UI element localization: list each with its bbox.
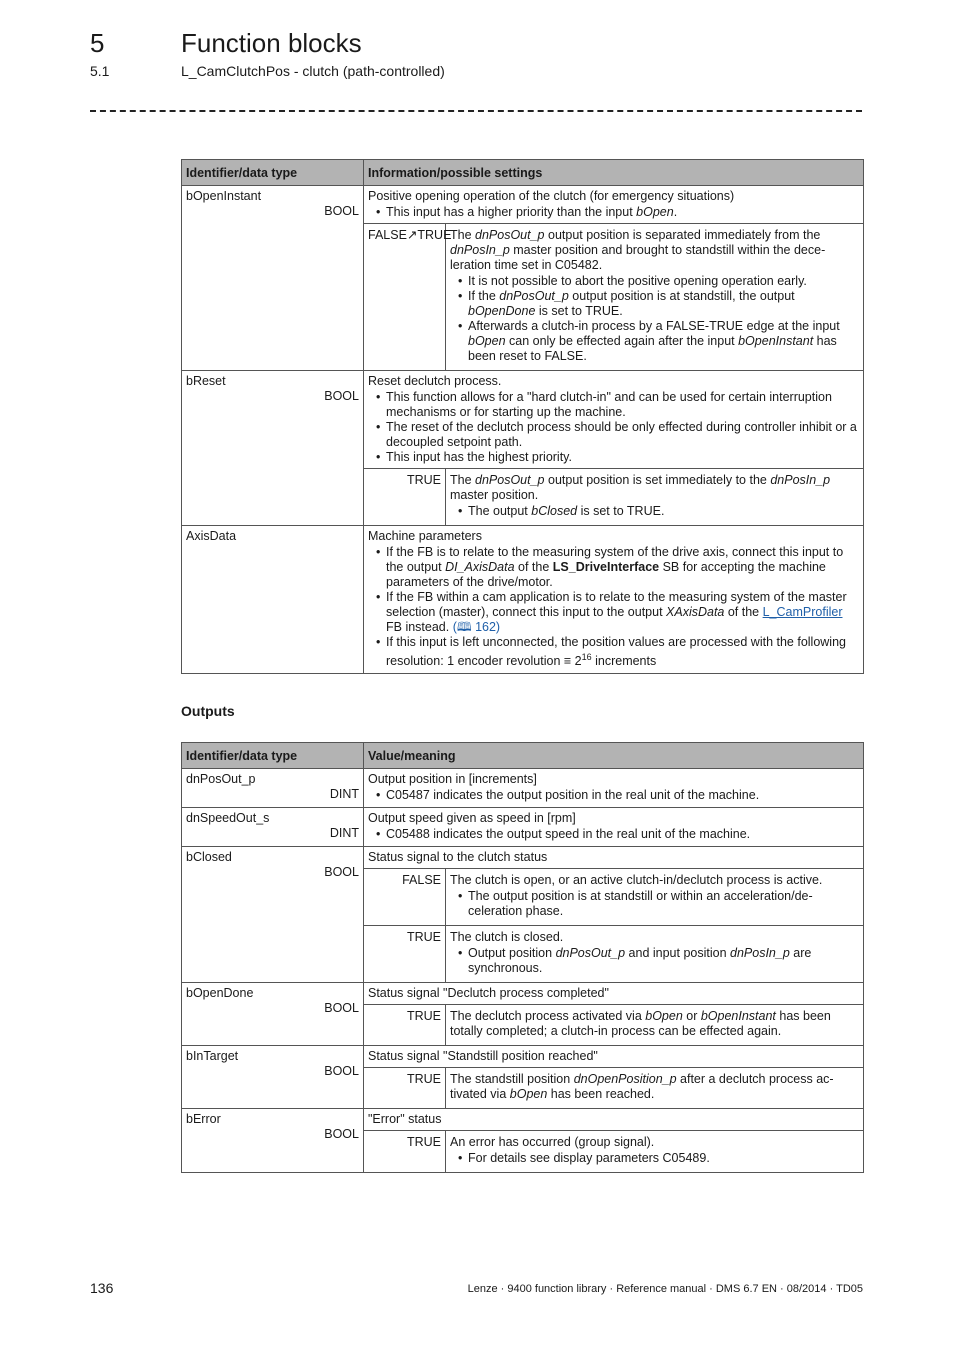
condition-value: The clutch is open, or an active clutch-in/declutch process is active. • The output position is at standstill or within an acceleration/deceleration phase. <box>446 869 863 925</box>
table-row <box>182 983 864 1046</box>
condition-value: The dnPosOut_p output position is separated immediately from the dnPosIn_p master position and brought to standstill within the deceleration time set in C05482. • It is not possible to abort the positive opening operation early. • If the dnPosOut_p output position is at standstill, the output bOpenDone is set to TRUE. • Afterwards a clutch-in process by a FALSE-TRUE edge at the input bOpen can only be effected again after the input bOpenInstant has been reset to FALSE. <box>446 224 863 370</box>
table-row <box>182 808 864 847</box>
list-item: • The reset of the declutch process should be only effected during controller inhibit or a decoupled setpoint path. <box>386 420 859 450</box>
table-header-row <box>182 160 864 186</box>
data-type: BOOL <box>324 865 359 879</box>
identifier: bInTarget <box>186 1049 239 1063</box>
info-cell <box>364 186 864 371</box>
description-text: Reset declutch process. <box>368 374 502 388</box>
data-type: BOOL <box>324 1127 359 1141</box>
table-header-row <box>182 743 864 769</box>
identifier: bOpenDone <box>186 986 254 1000</box>
bullet-list <box>368 788 859 803</box>
condition-label: TRUE <box>364 926 446 982</box>
chapter-number: 5 <box>90 28 105 58</box>
info-cell <box>364 1046 864 1109</box>
identifier-cell <box>182 769 364 808</box>
table-row <box>182 1046 864 1109</box>
condition-row <box>364 468 863 525</box>
condition-value: The dnPosOut_p output position is set immediately to the dnPosIn_p master position. • The output bClosed is set to TRUE. <box>446 469 863 525</box>
column-header: Information/possible settings <box>364 160 864 186</box>
list-item: • If the dnPosOut_p output position is at standstill, the output bOpenDone is set to TRUE. <box>468 289 859 319</box>
condition-value: An error has occurred (group signal). • For details see display parameters C05489. <box>446 1131 863 1172</box>
description-text: Status signal to the clutch status <box>368 850 548 864</box>
identifier-cell <box>182 983 364 1046</box>
list-item: • C05488 indicates the output speed in the real unit of the machine. <box>386 827 859 842</box>
table-row <box>182 186 864 371</box>
list-item: • The output position is at standstill or within an acceleration/deceleration phase. <box>468 889 859 919</box>
data-type: BOOL <box>324 1064 359 1078</box>
description-text: Output speed given as speed in [rpm] <box>368 811 576 825</box>
description-text: Status signal "Standstill position reached" <box>368 1049 598 1063</box>
identifier-cell <box>182 1109 364 1173</box>
description <box>364 371 863 468</box>
table-row <box>182 1109 864 1173</box>
condition-label: FALSE↗TRUE <box>364 224 446 370</box>
identifier: bClosed <box>186 850 232 864</box>
condition-value: The standstill position dnOpenPosition_p after a declutch process activated via bOpen has been reached. <box>450 1072 834 1101</box>
condition-label: TRUE <box>364 1068 446 1108</box>
description-text: Output position in [increments] <box>368 772 537 786</box>
condition-value: The clutch is closed. • Output position dnPosOut_p and input position dnPosIn_p are synchronous. <box>446 926 863 982</box>
condition-row <box>364 223 863 370</box>
l-camprofiler-link[interactable]: L_CamProfiler <box>762 605 843 619</box>
info-cell <box>364 808 864 847</box>
identifier-cell <box>182 526 364 674</box>
column-header: Value/meaning <box>364 743 864 769</box>
bullet-list <box>450 274 859 364</box>
list-item: • This input has a higher priority than the input bOpen. <box>386 205 859 220</box>
condition-row <box>364 1067 863 1108</box>
list-item: • This function allows for a "hard clutch-in" and can be used for certain interruption mechanisms or for starting up the machine. <box>386 390 859 420</box>
identifier: AxisData <box>186 529 237 543</box>
identifier-cell <box>182 186 364 371</box>
inputs-table <box>181 159 864 674</box>
identifier: dnPosOut_p <box>186 772 256 786</box>
data-type: DINT <box>329 826 359 840</box>
data-type: BOOL <box>324 204 359 218</box>
description-text: Machine parameters <box>368 529 482 543</box>
header-divider <box>90 110 862 112</box>
condition-label: FALSE <box>364 869 446 925</box>
bullet-list <box>450 889 859 919</box>
table-row <box>182 769 864 808</box>
list-item: • If this input is left unconnected, the position values are processed with the following resolution: 1 encoder revolution ≡ $2^{16}$ increments <box>386 635 859 669</box>
identifier: bError <box>186 1112 221 1126</box>
identifier-cell <box>182 371 364 526</box>
list-item: • It is not possible to abort the positive opening operation early. <box>468 274 859 289</box>
column-header: Identifier/data type <box>182 743 364 769</box>
condition-label: TRUE <box>364 469 446 525</box>
condition-value: The declutch process activated via bOpen or bOpenInstant has been totally completed; a clutch-in process can be effected again. <box>450 1009 831 1038</box>
description <box>364 186 863 223</box>
condition-row <box>364 1004 863 1045</box>
list-item: • If the FB is to relate to the measuring system of the drive axis, connect this input to the output DI_AxisData of the LS_DriveInterface SB for accepting the machine parameters of the drive/motor. <box>386 545 859 590</box>
list-item: • C05487 indicates the output position in the real unit of the machine. <box>386 788 859 803</box>
description-text: Status signal "Declutch process completed" <box>368 986 609 1000</box>
info-cell <box>364 769 864 808</box>
condition-label: TRUE <box>364 1005 446 1045</box>
description-text: "Error" status <box>368 1112 442 1126</box>
info-cell <box>364 526 864 674</box>
section-title: L_CamClutchPos - clutch (path-controlled) <box>181 63 445 79</box>
info-cell <box>364 1109 864 1173</box>
table-row <box>182 371 864 526</box>
outputs-heading: Outputs <box>181 703 235 719</box>
list-item: • Afterwards a clutch-in process by a FALSE-TRUE edge at the input bOpen can only be effected again after the input bOpenInstant has been reset to FALSE. <box>468 319 859 364</box>
bullet-list <box>450 1151 859 1166</box>
info-cell <box>364 847 864 983</box>
data-type: BOOL <box>324 1001 359 1015</box>
bullet-list <box>450 504 859 519</box>
identifier: bReset <box>186 374 226 388</box>
identifier-cell <box>182 1046 364 1109</box>
table-row <box>182 847 864 983</box>
section-number: 5.1 <box>90 63 110 79</box>
bullet-list <box>368 390 859 465</box>
identifier: dnSpeedOut_s <box>186 811 270 825</box>
bullet-list <box>450 946 859 976</box>
info-cell <box>364 983 864 1046</box>
page-reference-link[interactable]: (🕮 162) <box>452 620 501 634</box>
identifier: bOpenInstant <box>186 189 262 203</box>
bullet-list <box>368 827 859 842</box>
condition-row <box>364 868 863 925</box>
chapter-title: Function blocks <box>181 28 362 58</box>
list-item: • For details see display parameters C05489. <box>468 1151 859 1166</box>
bullet-list <box>368 545 859 669</box>
info-cell <box>364 371 864 526</box>
list-item: • This input has the highest priority. <box>386 450 859 465</box>
list-item: • If the FB within a cam application is to relate to the measuring system of the master selection (master), connect this input to the output XAxisData of the L_CamProfiler FB instead. (🕮 162) <box>386 590 859 635</box>
list-item: • The output bClosed is set to TRUE. <box>468 504 859 519</box>
column-header: Identifier/data type <box>182 160 364 186</box>
identifier-cell <box>182 847 364 983</box>
bullet-list <box>368 205 859 220</box>
page-number: 136 <box>90 1280 114 1296</box>
condition-row <box>364 925 863 982</box>
list-item: • Output position dnPosOut_p and input position dnPosIn_p are synchronous. <box>468 946 859 976</box>
description-text: Positive opening operation of the clutch (for emergency situations) <box>368 189 735 203</box>
condition-label: TRUE <box>364 1131 446 1172</box>
identifier-cell <box>182 808 364 847</box>
data-type: DINT <box>329 787 359 801</box>
footer-text: Lenze · 9400 function library · Reference manual · DMS 6.7 EN · 08/2014 · TD05 <box>467 1283 863 1295</box>
condition-row <box>364 1130 863 1172</box>
table-row <box>182 526 864 674</box>
data-type: BOOL <box>324 389 359 403</box>
outputs-table <box>181 742 864 1173</box>
